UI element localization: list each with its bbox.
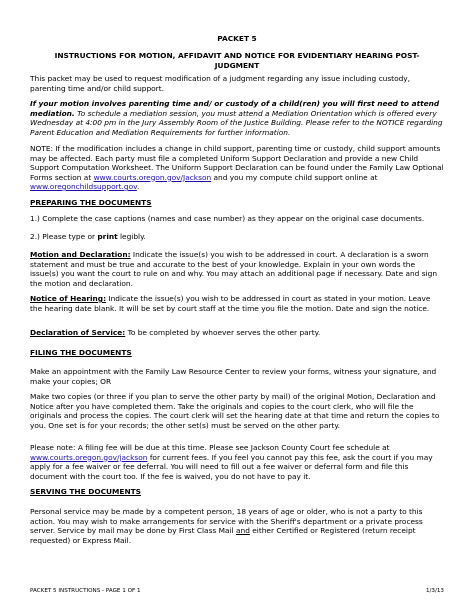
document-page: [30, 0, 444, 612]
notice-label: Notice of Hearing:: [30, 294, 107, 303]
preparing-heading: PREPARING THE DOCUMENTS: [30, 198, 152, 207]
preparing-item-1: 1.) Complete the case captions (names and case number) as they appear on the original case documents.: [30, 214, 425, 223]
print-emphasis: print: [97, 232, 118, 241]
motion-paragraph: [30, 250, 444, 288]
footer-date: 1/3/13: [425, 588, 444, 594]
and-emphasis: and: [235, 526, 250, 535]
courts-link[interactable]: www.courts.oregon.gov/Jackson: [93, 172, 212, 182]
service-paragraph: [30, 328, 444, 338]
serving-paragraph: Personal service may be made by a competent person, 18 years of age or older, who is not a party to this action. You may wish to make arrangements for service with the Sheriff's department or a private process server. Service by mail may be done by First Class Mail and either Certified or Registered (return receipt requested) or Express Mail.: [30, 507, 423, 545]
service-text: To be completed by whoever serves the other party.: [125, 328, 321, 337]
page-footer: [30, 588, 444, 594]
parenting-paragraph: [30, 99, 444, 137]
child-support-link[interactable]: www.oregonchildsupport.gov: [30, 182, 137, 191]
packet-title: PACKET 5: [217, 34, 257, 43]
footer-left: PACKET 5 INSTRUCTIONS - PAGE 1 OF 1: [30, 588, 141, 594]
fee-schedule-link[interactable]: www.courts.oregon.gov/jackson: [30, 452, 148, 462]
filing-heading: FILING THE DOCUMENTS: [30, 348, 132, 357]
document-subtitle: INSTRUCTIONS FOR MOTION, AFFIDAVIT AND NOTICE FOR EVIDENTIARY HEARING POST-JUDGMENT: [54, 51, 420, 70]
parenting-bold-text: If your motion involves parenting time and/ or custody of a child(ren) you will first need to attend mediation.: [30, 99, 440, 118]
motion-text: Indicate the issue(s) you wish to be addressed in court. A declaration is a sworn statement and must be true and accurate to the best of your knowledge. Explain in your own words the issue(s) you want the court to rule on and why. You may attach an additional page if necessary. Date and sign the motion and declaration.: [30, 250, 438, 288]
note-text: NOTE: If the modification includes a change in child support, parenting time or custody, child support amounts may be affected. Each party must file a completed Uniform Support Declaration and provide a new Child Support Computation Worksheet. The Uniform Support Declaration can be found under the Family Law Optional Forms section at: [30, 144, 444, 182]
filing-paragraph-2: Make two copies (or three if you plan to serve the other party by mail) of the original Motion, Declaration and Notice after you have completed them. Take the originals and copies to the court clerk, who will file the originals and process the copies. The court clerk will set the hearing date at that time and return the copies to you. One set is for your records; the other set(s) must be served on the other party.: [30, 392, 440, 430]
intro-paragraph: This packet may be used to request modification of a judgment regarding any issue including custody, parenting time and/or child support.: [30, 74, 411, 93]
preparing-item-2: 2.) Please type or print legibly.: [30, 232, 146, 241]
note-mid-text: and you my compute child support online at: [211, 172, 378, 182]
service-label: Declaration of Service:: [30, 328, 126, 337]
fee-paragraph: Please note: A filing fee will be due at this time. Please see Jackson County Court fee schedule at www.courts.oregon.gov/jackson for current fees. If you feel you cannot pay this fee, ask the court if you may apply for a fee waiver or fee deferral. You will need to fill out a fee waiver or deferral form and file this document with the court too. If the fee is waived, you do not have to pay it.: [30, 443, 433, 481]
motion-label: Motion and Declaration:: [30, 250, 131, 259]
serving-heading: SERVING THE DOCUMENTS: [30, 487, 142, 496]
filing-paragraph-1: Make an appointment with the Family Law Resource Center to review your forms, witness your signature, and make your copies; OR: [30, 367, 437, 386]
note-paragraph: NOTE: If the modification includes a change in child support, parenting time or custody, child support amounts may be affected. Each party must file a completed Uniform Support Declaration and provide a new Child Support Computation Worksheet. The Uniform Support Declaration can be found under the Family Law Optional Forms section at www.courts.oregon.gov/Jackson and you my compute child support online at www.oregonchildsupport.gov.: [30, 144, 444, 191]
notice-text: Indicate the issue(s) you wish to be addressed in court as stated in your motion. Leave the hearing date blank. It will be set by court staff at the time you file the motion. Date and sign the notice.: [30, 294, 431, 313]
notice-paragraph: [30, 294, 444, 313]
parenting-italic-text: To schedule a mediation session, you must attend a Mediation Orientation which is offered every Wednesday at 4:00 pm in the Jury Assembly Room of the Justice Building. Please refer to the NOTICE regarding Parent Education and Mediation Requirements for further information.: [30, 108, 443, 137]
